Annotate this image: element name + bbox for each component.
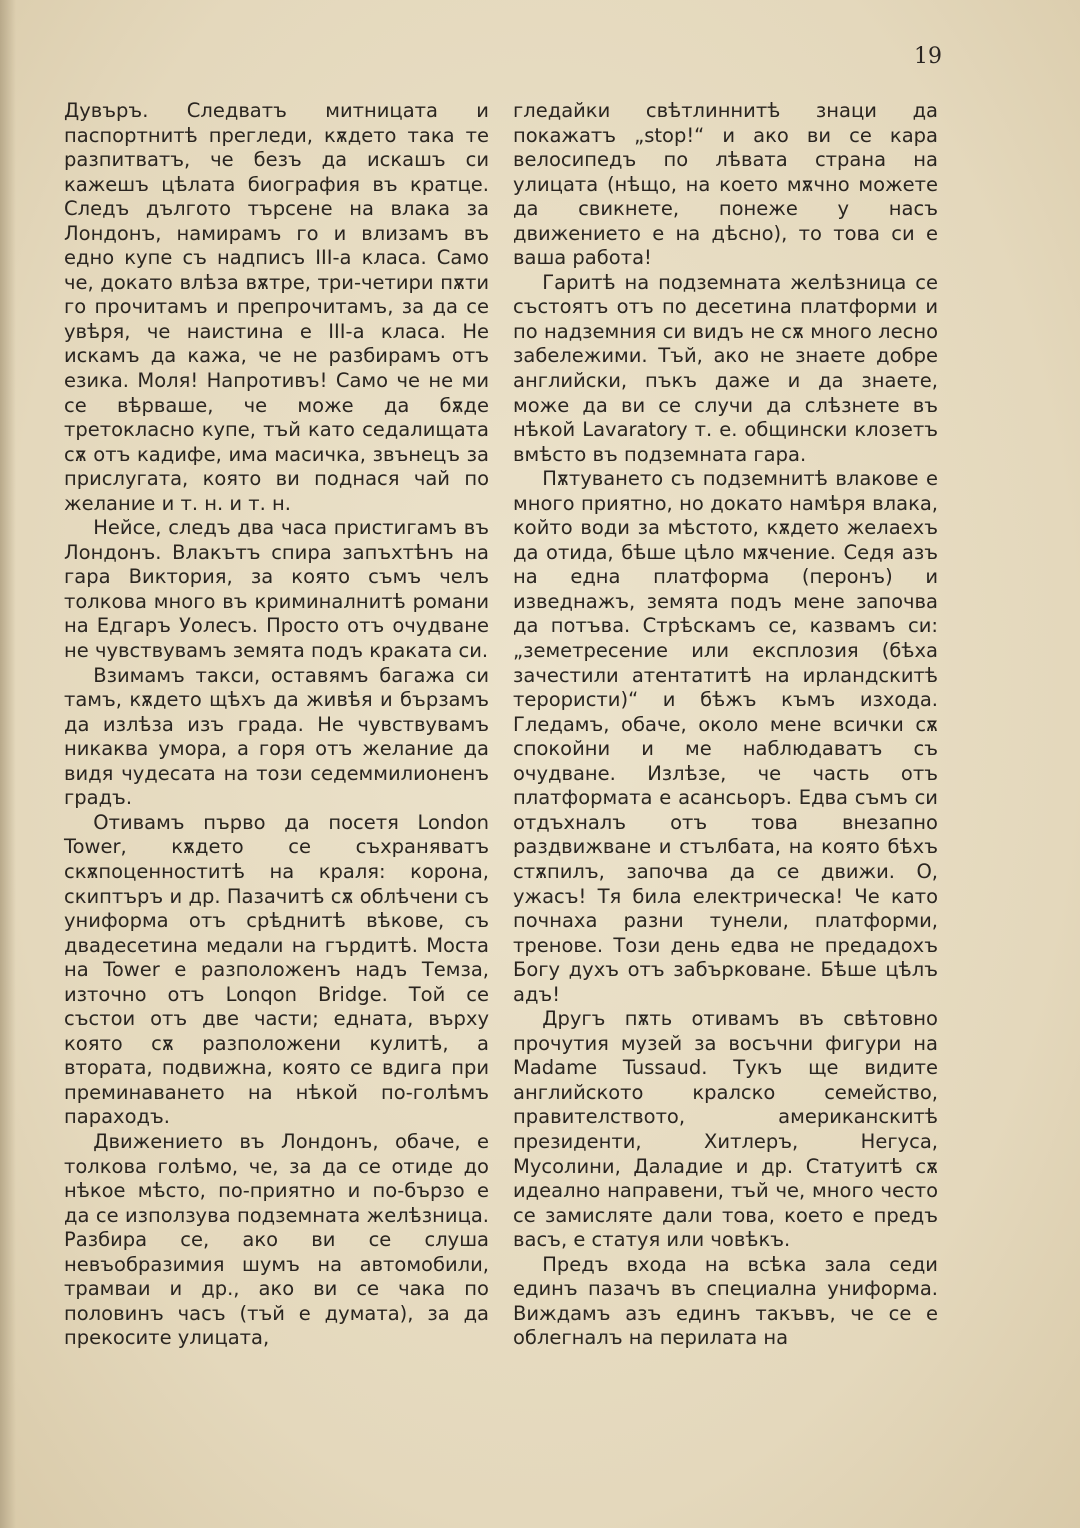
paragraph: Движението въ Лондонъ, обаче, е толкова голѣмо, че, за да се отиде до нѣкое мѣсто, по-приятно и по-бързо е да се използува подземната желѣзница. Разбира се, ако ви се слуша невъобразимия шумъ на автомобили, трамваи и др., ако ви се чака по половинъ часъ (тъй е думата), за да прекосите улицата, xyxy=(64,1129,489,1350)
paragraph: Гаритѣ на подземната желѣзница се състоятъ отъ по десетина платформи и по надземния си видъ не сѫ много лесно забележими. Тъй, ако не знаете добре английски, пъкъ даже и да знаете, може да ви се случи да слѣзнете въ нѣкой Lavaratory т. е. общински клозетъ вмѣсто въ подземната гара. xyxy=(513,270,938,466)
paragraph: Другъ пѫть отивамъ въ свѣтовно прочутия музей за восъчни фигури на Madame Tussaud. Тукъ ще видите английското кралско семейство, правителството, американскитѣ президенти, Хитлеръ, Негуса, Мусолини, Даладие и др. Статуитѣ сѫ идеално направени, тъй че, много често се замисляте дали това, което е предъ васъ, е статуя или човѣкъ. xyxy=(513,1007,938,1252)
left-column xyxy=(64,99,489,1351)
right-column xyxy=(513,99,938,1351)
paragraph: Отивамъ първо да посетя London Tower, кѫдето се съхраняватъ скѫпоценноститѣ на краля: корона, скиптъръ и др. Пазачитѣ сѫ облѣчени съ униформа отъ срѣднитѣ вѣкове, съ двадесетина медали на гърдитѣ. Моста на Tower е разположенъ надъ Темза, източно отъ Lonqon Bridge. Той се състои отъ две части; едната, върху която сѫ разположени кулитѣ, а втората, подвижна, която се вдига при преминаването на нѣкой по-голѣмъ параходъ. xyxy=(64,810,489,1129)
page-edge-shadow xyxy=(0,0,16,1528)
paragraph: Взимамъ такси, оставямъ багажа си тамъ, кѫдето щѣхъ да живѣя и бързамъ да излѣза изъ града. Не чувствувамъ никаква умора, а горя отъ желание да видя чудесата на този седеммилионенъ градъ. xyxy=(64,663,489,810)
page-number: 19 xyxy=(914,44,942,69)
paragraph: гледайки свѣтлиннитѣ знаци да покажатъ „stop!“ и ако ви се кара велосипедъ по лѣвата страна на улицата (нѣщо, на което мѫчно можете да свикнете, понеже у насъ движението е на дѣсно), то това си е ваша работа! xyxy=(513,99,938,270)
paragraph: Дувъръ. Следватъ митницата и паспортнитѣ прегледи, кѫдето така те разпитватъ, че безъ да искашъ си кажешъ цѣлата биография въ кратце. Следъ дългото търсене на влака за Лондонъ, намирамъ го и влизамъ въ едно купе съ надписъ III-а класа. Само че, докато влѣза вѫтре, три-четири пѫти го прочитамъ и препрочитамъ, за да се увѣря, че наистина е III-а класа. Не искамъ да кажа, че не разбирамъ отъ езика. Моля! Напротивъ! Само че не ми се вѣрваше, че може да бѫде третокласно купе, тъй като седалищата сѫ отъ кадифе, има масичка, звънецъ за прислугата, която ви поднася чай по желание и т. н. и т. н. xyxy=(64,99,489,515)
paragraph: Пѫтуването съ подземнитѣ влакове е много приятно, но докато намѣря влака, който води за мѣстото, кѫдето желаехъ да отида, бѣше цѣло мѫчение. Седя азъ на една платформа (перонъ) и изведнажъ, земята подъ мене започва да потъва. Стрѣскамъ се, казвамъ си: „земетресение или експлозия (бѣха зачестили атентатитѣ на ирландскитѣ терористи)“ и бѣжъ къмъ изхода. Гледамъ, обаче, около мене всички сѫ спокойни и ме наблюдаватъ съ очудване. Излѣзе, че часть отъ платформата е асансьоръ. Едва съмъ си отдъхналъ отъ това внезапно раздвижване и стълбата, на която бѣхъ стѫпилъ, започва да се движи. О, ужасъ! Тя била електрическа! Че като почнаха разни тунели, платформи, тренове. Този день едва не предадохъ Богу духъ отъ забърковане. Бѣше цѣлъ адъ! xyxy=(513,467,938,1006)
paragraph: Предъ входа на всѣка зала седи единъ пазачъ въ специална униформа. Виждамъ азъ единъ такъвъ, че се е облегналъ на перилата на xyxy=(513,1252,938,1350)
paragraph: Нейсе, следъ два часа пристигамъ въ Лондонъ. Влакътъ спира запъхтѣнъ на гара Виктория, за която съмъ челъ толкова много въ криминалнитѣ романи на Едгаръ Уолесъ. Просто отъ очудване не чувствувамъ земята подъ краката си. xyxy=(64,516,489,663)
